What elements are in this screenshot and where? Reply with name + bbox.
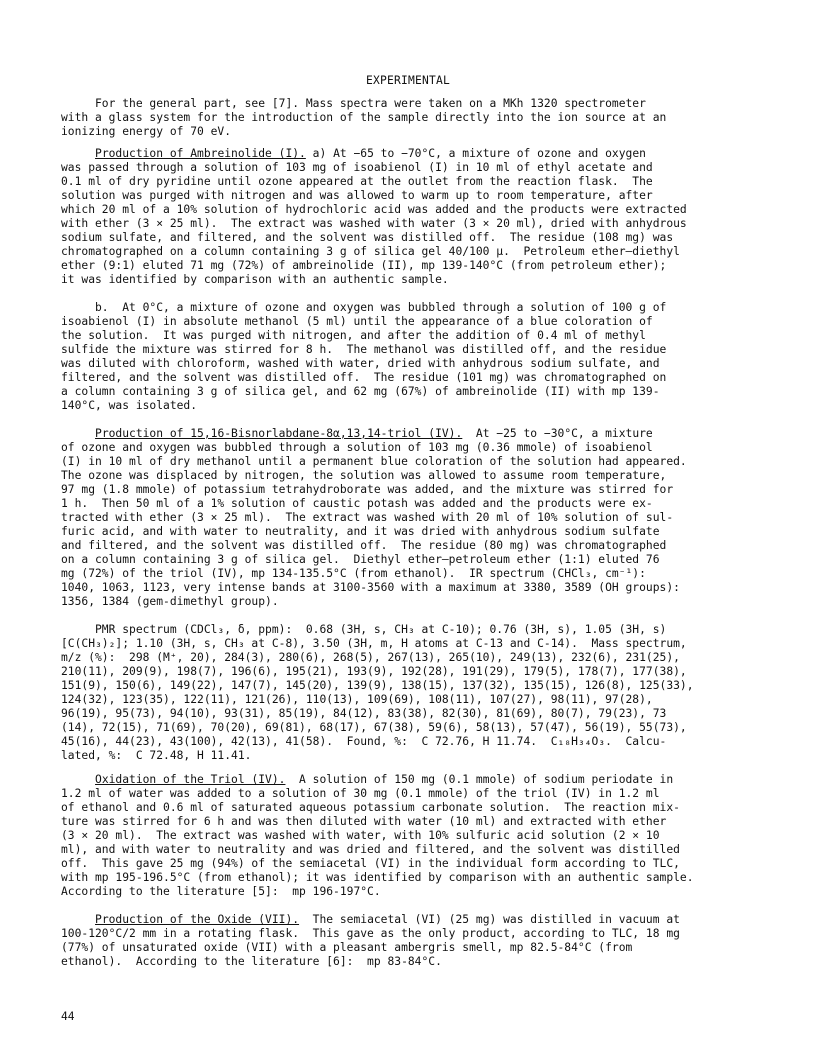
text-line: 210(11), 209(9), 198(7), 196(6), 195(21), 193(9), 192(28), 191(29), 179(5), 178(7), 177(38), [61,665,687,678]
text-line: ionizing energy of 70 eV. [61,125,232,138]
text-line: ether (9:1) eluted 71 mg (72%) of ambreinolide (II), mp 139-140°C (from petroleum ether); [61,259,667,272]
text-line: 140°C, was isolated. [61,399,198,412]
text-line: 100-120°C/2 mm in a rotating flask. This gave as the only product, according to TLC, 18 mg [61,927,680,940]
subsection-title: Production of the Oxide (VII). [95,913,300,926]
text-line: 0.1 ml of dry pyridine until ozone appeared at the outlet from the reaction flask. The [61,175,653,188]
text-line: was diluted with chloroform, washed with water, dried with anhydrous sodium sulfate, and [61,357,660,370]
line-text: A solution of 150 mg (0.1 mmole) of sodium periodate in [285,773,674,786]
text-line: and filtered, and the solvent was distilled off. The residue (80 mg) was chromatographed [61,539,667,552]
text-line: with mp 195-196.5°C (from ethanol); it was identified by comparison with an authentic sample. [61,871,694,884]
indent [61,427,95,440]
text-line: m/z (%): 298 (M⁺, 20), 284(3), 280(6), 268(5), 267(13), 265(10), 249(13), 232(6), 231(25), [61,651,680,664]
text-line: 1356, 1384 (gem-dimethyl group). [61,595,279,608]
text-line: [C(CH₃)₂]; 1.10 (3H, s, CH₃ at C-8), 3.50 (3H, m, H atoms at C-13 and C-14). Mass spectrum, [61,637,687,650]
text-line: 97 mg (1.8 mmole) of potassium tetrahydroborate was added, and the mixture was stirred for [61,483,674,496]
text-line: with a glass system for the introduction of the sample directly into the ion source at an [61,111,667,124]
text-line: it was identified by comparison with an authentic sample. [61,273,449,286]
text-line: ml), and with water to neutrality and was dried and filtered, and the solvent was distilled [61,843,680,856]
section-heading: EXPERIMENTAL [365,74,450,87]
text-line: sodium sulfate, and filtered, and the solvent was distilled off. The residue (108 mg) was [61,231,674,244]
text-line [61,773,751,787]
text-line: (3 × 20 ml). The extract was washed with water, with 10% sulfuric acid solution (2 × 10 [61,829,660,842]
text-line: 151(9), 150(6), 149(22), 147(7), 145(20), 139(9), 138(15), 137(32), 135(15), 126(8), 125(33), [61,679,694,692]
line-text: The semiacetal (VI) (25 mg) was distilled in vacuum at [299,913,680,926]
text-line: with ether (3 × 25 ml). The extract was washed with water (3 × 20 ml), dried with anhydrous [61,217,687,230]
text-line: of ozone and oxygen was bubbled through a solution of 103 mg (0.36 mmole) of isoabienol [61,441,653,454]
text-line [61,427,751,441]
subsection-title: Production of 15,16-Bisnorlabdane-8α,13,14-triol (IV). [95,427,463,440]
text-line: of ethanol and 0.6 ml of saturated aqueous potassium carbonate solution. The reaction mix- [61,801,680,814]
text-line: (I) in 10 ml of dry methanol until a permanent blue coloration of the solution had appeared. [61,455,687,468]
text-line: The ozone was displaced by nitrogen, the solution was allowed to assume room temperature, [61,469,667,482]
line-text: At −25 to −30°C, a mixture [462,427,653,440]
text-line: on a column containing 3 g of silica gel. Diethyl ether—petroleum ether (1:1) eluted 76 [61,553,660,566]
text-line: tracted with ether (3 × 25 ml). The extract was washed with 20 ml of 10% solution of sul- [61,511,674,524]
subsection-title: Production of Ambreinolide (I). [95,147,306,160]
text-line: which 20 ml of a 10% solution of hydrochloric acid was added and the products were extracted [61,203,687,216]
text-line: solution was purged with nitrogen and was allowed to warm up to room temperature, after [61,189,653,202]
text-line: 1040, 1063, 1123, very intense bands at 3100-3560 with a maximum at 3380, 3589 (OH groups): [61,581,680,594]
text-line: 45(16), 44(23), 43(100), 42(13), 41(58). Found, %: C 72.76, H 11.74. C₁₈H₃₄O₃. Calcu- [61,735,667,748]
text-line: the solution. It was purged with nitrogen, and after the addition of 0.4 ml of methyl [61,329,646,342]
text-line: a column containing 3 g of silica gel, and 62 mg (67%) of ambreinolide (II) with mp 139- [61,385,660,398]
text-line: ethanol). According to the literature [6]: mp 83-84°C. [61,955,442,968]
text-line: off. This gave 25 mg (94%) of the semiacetal (VI) in the individual form according to TLC, [61,857,680,870]
text-line: 1 h. Then 50 ml of a 1% solution of caustic potash was added and the products were ex- [61,497,653,510]
page-number: 44 [61,1010,75,1023]
text-line: chromatographed on a column containing 3 g of silica gel 40/100 μ. Petroleum ether—diethyl [61,245,680,258]
text-line: PMR spectrum (CDCl₃, δ, ppm): 0.68 (3H, s, CH₃ at C-10); 0.76 (3H, s), 1.05 (3H, s) [61,623,667,636]
indent [61,773,95,786]
text-line: 1.2 ml of water was added to a solution of 30 mg (0.1 mmole) of the triol (IV) in 1.2 ml [61,787,660,800]
text-line [61,147,751,161]
text-line: ture was stirred for 6 h and was then diluted with water (10 ml) and extracted with ether [61,815,667,828]
text-line: mg (72%) of the triol (IV), mp 134-135.5°C (from ethanol). IR spectrum (CHCl₃, cm⁻¹): [61,567,646,580]
text-line: isoabienol (I) in absolute methanol (5 ml) until the appearance of a blue coloration of [61,315,653,328]
text-line: For the general part, see [7]. Mass spectra were taken on a MKh 1320 spectrometer [61,97,646,110]
text-line: b. At 0°C, a mixture of ozone and oxygen was bubbled through a solution of 100 g of [61,301,667,314]
text-line: (14), 72(15), 71(69), 70(20), 69(81), 68(17), 67(38), 59(6), 58(13), 57(47), 56(19), 55(73), [61,721,687,734]
text-line: filtered, and the solvent was distilled off. The residue (101 mg) was chromatographed on [61,371,667,384]
line-text: a) At −65 to −70°C, a mixture of ozone and oxygen [305,147,646,160]
text-line: furic acid, and with water to neutrality, and it was dried with anhydrous sodium sulfate [61,525,660,538]
subsection-title: Oxidation of the Triol (IV). [95,773,286,786]
text-line: lated, %: C 72.48, H 11.41. [61,749,252,762]
text-line: 96(19), 95(73), 94(10), 93(31), 85(19), 84(12), 83(38), 82(30), 81(69), 80(7), 79(23), 73 [61,707,667,720]
indent [61,913,95,926]
text-line: According to the literature [5]: mp 196-197°C. [61,885,381,898]
text-line: (77%) of unsaturated oxide (VII) with a pleasant ambergris smell, mp 82.5-84°C (from [61,941,633,954]
text-line [61,913,751,927]
text-line: sulfide the mixture was stirred for 8 h. The methanol was distilled off, and the residue [61,343,667,356]
indent [61,147,95,160]
text-line: 124(32), 123(35), 122(11), 121(26), 110(13), 109(69), 108(11), 107(27), 98(11), 97(28), [61,693,653,706]
text-line: was passed through a solution of 103 mg of isoabienol (I) in 10 ml of ethyl acetate and [61,161,653,174]
